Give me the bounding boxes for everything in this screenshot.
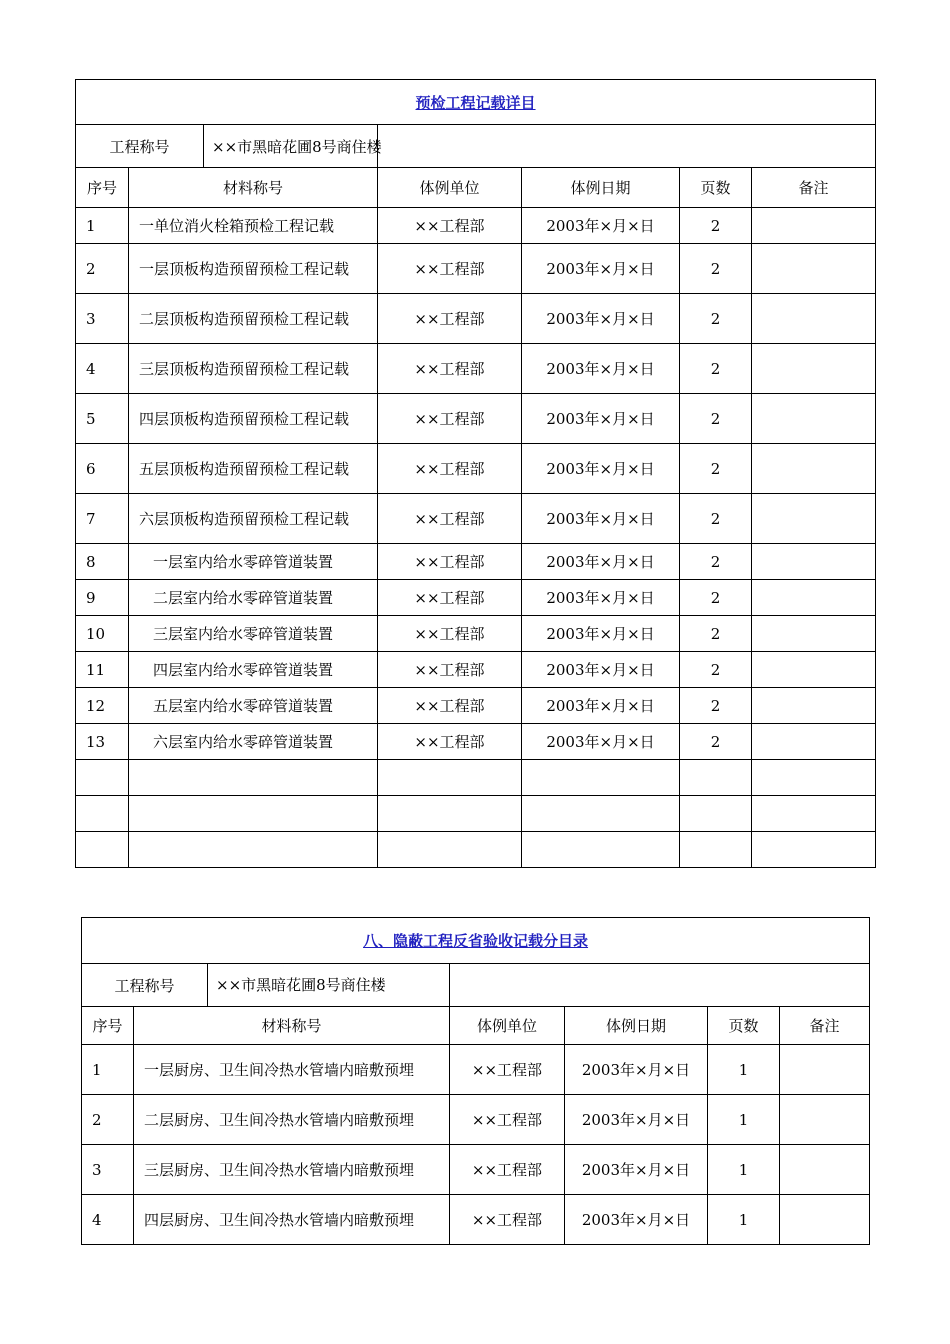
row-number: 2 (76, 244, 129, 294)
row-number: 4 (76, 344, 129, 394)
compiling-unit: ××工程部 (378, 344, 522, 394)
compiling-date: 2003年×月×日 (522, 544, 680, 580)
material-name: 六层顶板构造预留预检工程记载 (129, 494, 378, 544)
material-name: 一单位消火栓箱预检工程记载 (129, 208, 378, 244)
header-cell: 页数 (708, 1007, 780, 1045)
compiling-unit: ××工程部 (378, 616, 522, 652)
page-count: 1 (708, 1195, 780, 1245)
compiling-unit: ××工程部 (378, 494, 522, 544)
compiling-date: 2003年×月×日 (565, 1045, 708, 1095)
table-row (76, 494, 876, 544)
compiling-unit: ××工程部 (378, 244, 522, 294)
remarks (752, 652, 876, 688)
compiling-unit: ××工程部 (450, 1095, 565, 1145)
header-row (82, 1007, 870, 1045)
table-row (76, 294, 876, 344)
table-row (76, 344, 876, 394)
compiling-unit: ××工程部 (378, 724, 522, 760)
row-number: 7 (76, 494, 129, 544)
material-name: 一层顶板构造预留预检工程记载 (129, 244, 378, 294)
page-count: 2 (680, 688, 752, 724)
page-count: 2 (680, 344, 752, 394)
header-cell: 体例日期 (522, 168, 680, 208)
material-name: 五层室内给水零碎管道装置 (129, 688, 378, 724)
header-cell: 页数 (680, 168, 752, 208)
table-row (76, 724, 876, 760)
compiling-date: 2003年×月×日 (565, 1095, 708, 1145)
row-number: 13 (76, 724, 129, 760)
compiling-unit: ××工程部 (378, 688, 522, 724)
compiling-date: 2003年×月×日 (522, 652, 680, 688)
table-row (76, 688, 876, 724)
material-name: 一层室内给水零碎管道装置 (129, 544, 378, 580)
material-name: 五层顶板构造预留预检工程记载 (129, 444, 378, 494)
page-count: 2 (680, 208, 752, 244)
remarks (780, 1145, 870, 1195)
table-row (76, 444, 876, 494)
page-count: 2 (680, 544, 752, 580)
compiling-unit: ××工程部 (378, 544, 522, 580)
table-row (76, 580, 876, 616)
compiling-unit: ××工程部 (378, 444, 522, 494)
material-name: 二层顶板构造预留预检工程记载 (129, 294, 378, 344)
page-count: 2 (680, 244, 752, 294)
compiling-date: 2003年×月×日 (522, 494, 680, 544)
remarks (752, 494, 876, 544)
remarks (752, 394, 876, 444)
page-count: 2 (680, 616, 752, 652)
remarks (752, 208, 876, 244)
remarks (752, 344, 876, 394)
compiling-unit: ××工程部 (450, 1195, 565, 1245)
header-cell: 材料称号 (134, 1007, 450, 1045)
table-row (76, 244, 876, 294)
material-name: 三层室内给水零碎管道装置 (129, 616, 378, 652)
compiling-unit: ××工程部 (378, 580, 522, 616)
header-cell: 序号 (76, 168, 129, 208)
table-title: 八、隐蔽工程反省验收记载分目录 (82, 918, 870, 964)
row-number: 9 (76, 580, 129, 616)
material-name: 三层顶板构造预留预检工程记载 (129, 344, 378, 394)
material-name: 四层顶板构造预留预检工程记载 (129, 394, 378, 444)
compiling-date: 2003年×月×日 (522, 580, 680, 616)
compiling-unit: ××工程部 (378, 294, 522, 344)
empty-row (76, 832, 876, 868)
row-number: 2 (82, 1095, 134, 1145)
compiling-unit: ××工程部 (378, 652, 522, 688)
header-cell: 备注 (780, 1007, 870, 1045)
row-number: 1 (82, 1045, 134, 1095)
compiling-date: 2003年×月×日 (522, 244, 680, 294)
compiling-date: 2003年×月×日 (522, 616, 680, 652)
material-name: 四层室内给水零碎管道装置 (129, 652, 378, 688)
row-number: 4 (82, 1195, 134, 1245)
empty-row (76, 796, 876, 832)
material-name: 三层厨房、卫生间冷热水管墙内暗敷预埋 (134, 1145, 450, 1195)
row-number: 11 (76, 652, 129, 688)
page-count: 1 (708, 1045, 780, 1095)
remarks (752, 688, 876, 724)
project-name-value: ××市黑暗花圃8号商住楼 (212, 138, 382, 156)
remarks (752, 616, 876, 652)
compiling-unit: ××工程部 (378, 208, 522, 244)
remarks (752, 724, 876, 760)
table-row (82, 1145, 870, 1195)
row-number: 8 (76, 544, 129, 580)
page-count: 2 (680, 724, 752, 760)
compiling-date: 2003年×月×日 (522, 208, 680, 244)
project-name-label: 工程称号 (82, 964, 208, 1006)
row-number: 3 (82, 1145, 134, 1195)
page-count: 2 (680, 444, 752, 494)
project-name-value: ××市黑暗花圃8号商住楼 (216, 976, 386, 994)
material-name: 二层室内给水零碎管道装置 (129, 580, 378, 616)
row-number: 10 (76, 616, 129, 652)
row-number: 5 (76, 394, 129, 444)
remarks (752, 444, 876, 494)
page-count: 1 (708, 1095, 780, 1145)
compiling-date: 2003年×月×日 (522, 394, 680, 444)
compiling-date: 2003年×月×日 (522, 688, 680, 724)
header-cell: 体例单位 (450, 1007, 565, 1045)
empty-row (76, 760, 876, 796)
compiling-date: 2003年×月×日 (565, 1195, 708, 1245)
remarks (752, 244, 876, 294)
page-count: 2 (680, 580, 752, 616)
compiling-unit: ××工程部 (378, 394, 522, 444)
material-name: 一层厨房、卫生间冷热水管墙内暗敷预埋 (134, 1045, 450, 1095)
row-number: 12 (76, 688, 129, 724)
table-row (76, 652, 876, 688)
table-row (76, 208, 876, 244)
remarks (752, 294, 876, 344)
compiling-date: 2003年×月×日 (565, 1145, 708, 1195)
row-number: 6 (76, 444, 129, 494)
compiling-date: 2003年×月×日 (522, 444, 680, 494)
page-count: 2 (680, 494, 752, 544)
table-row (82, 1045, 870, 1095)
remarks (780, 1095, 870, 1145)
header-row (76, 168, 876, 208)
header-cell: 备注 (752, 168, 876, 208)
header-cell: 体例日期 (565, 1007, 708, 1045)
table-row (82, 1195, 870, 1245)
page-count: 2 (680, 652, 752, 688)
remarks (752, 544, 876, 580)
compiling-unit: ××工程部 (450, 1145, 565, 1195)
header-cell: 体例单位 (378, 168, 522, 208)
table-row (76, 544, 876, 580)
compiling-date: 2003年×月×日 (522, 724, 680, 760)
table-title: 预检工程记载详目 (76, 80, 876, 125)
table-row (82, 1095, 870, 1145)
compiling-date: 2003年×月×日 (522, 344, 680, 394)
row-number: 3 (76, 294, 129, 344)
remarks (780, 1195, 870, 1245)
table-row (76, 394, 876, 444)
concealed-works-table (81, 917, 870, 1245)
page-count: 2 (680, 394, 752, 444)
table-row (76, 616, 876, 652)
material-name: 四层厨房、卫生间冷热水管墙内暗敷预埋 (134, 1195, 450, 1245)
material-name: 六层室内给水零碎管道装置 (129, 724, 378, 760)
remarks (780, 1045, 870, 1095)
header-cell: 序号 (82, 1007, 134, 1045)
material-name: 二层厨房、卫生间冷热水管墙内暗敷预埋 (134, 1095, 450, 1145)
header-cell: 材料称号 (129, 168, 378, 208)
compiling-unit: ××工程部 (450, 1045, 565, 1095)
page-count: 2 (680, 294, 752, 344)
remarks (752, 580, 876, 616)
project-name-label: 工程称号 (76, 125, 204, 167)
precheck-records-table (75, 79, 876, 868)
row-number: 1 (76, 208, 129, 244)
compiling-date: 2003年×月×日 (522, 294, 680, 344)
page-count: 1 (708, 1145, 780, 1195)
